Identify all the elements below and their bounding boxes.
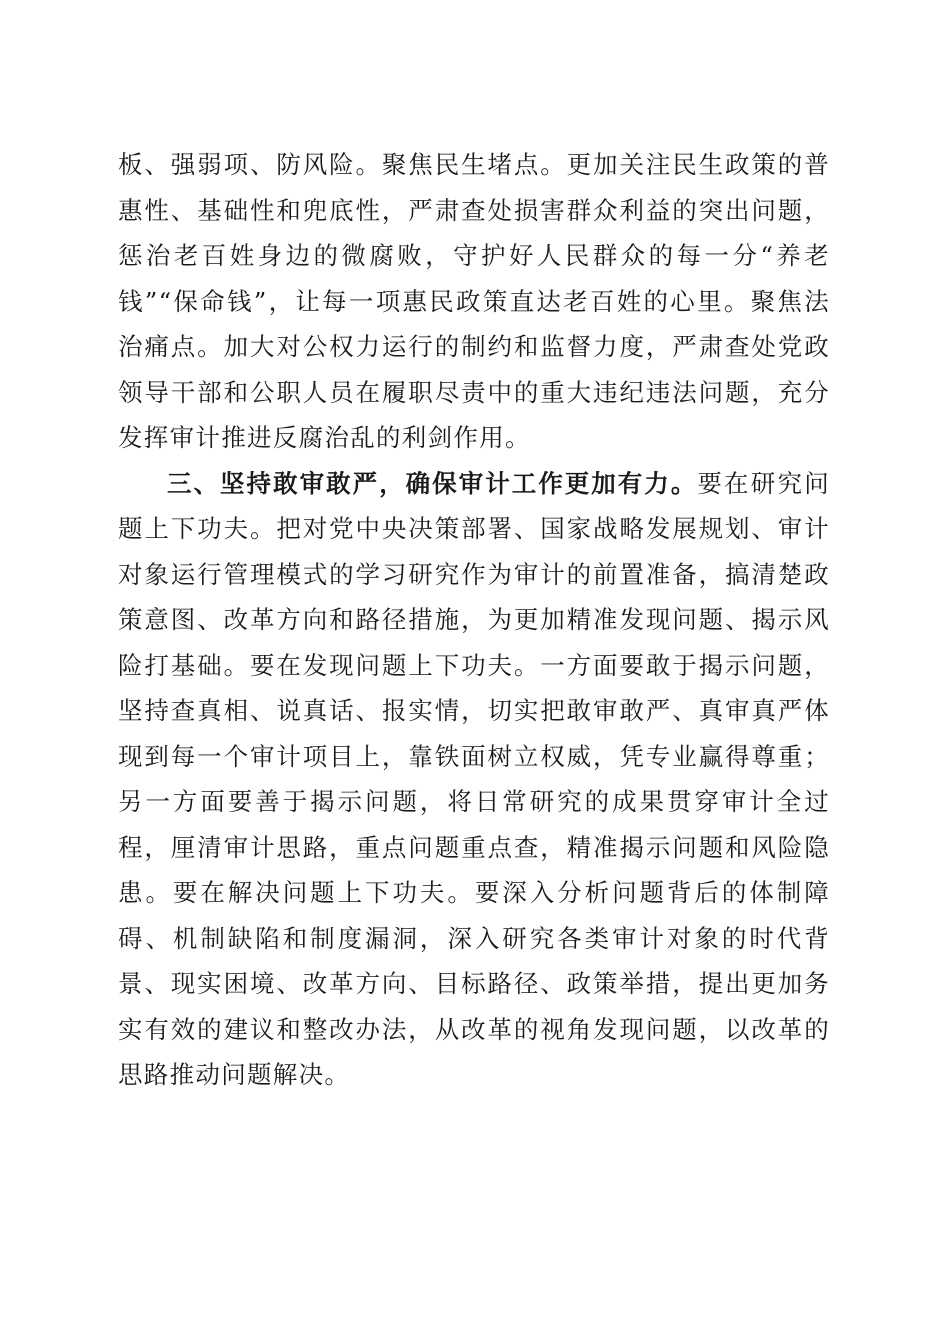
- section-heading: 三、坚持敢审敢严，确保审计工作更加有力。: [167, 468, 698, 498]
- document-page: [118, 142, 830, 1098]
- paragraph-text: 板、强弱项、防风险。聚焦民生堵点。更加关注民生政策的普惠性、基础性和兜底性，严肃查处损害群众利益的突出问题，惩治老百姓身边的微腐败，守护好人民群众的每一分“养老钱”“保命钱”，让每一项惠民政策直达老百姓的心里。聚焦法治痛点。加大对公权力运行的制约和监督力度，严肃查处党政领导干部和公职人员在履职尽责中的重大违纪违法问题，充分发挥审计推进反腐治乱的利剑作用。: [118, 150, 830, 452]
- paragraph-text: 要在研究问题上下功夫。把对党中央决策部署、国家战略发展规划、审计对象运行管理模式的学习研究作为审计的前置准备，搞清楚政策意图、改革方向和路径措施，为更加精准发现问题、揭示风险打基础。要在发现问题上下功夫。一方面要敢于揭示问题，坚持查真相、说真话、报实情，切实把敢审敢严、真审真严体现到每一个审计项目上，靠铁面树立权威，凭专业赢得尊重；另一方面要善于揭示问题，将日常研究的成果贯穿审计全过程，厘清审计思路，重点问题重点查，精准揭示问题和风险隐患。要在解决问题上下功夫。要深入分析问题背后的体制障碍、机制缺陷和制度漏洞，深入研究各类审计对象的时代背景、现实困境、改革方向、目标路径、政策举措，提出更加务实有效的建议和整改办法，从改革的视角发现问题，以改革的思路推动问题解决。: [118, 468, 831, 1089]
- paragraph-section-three: [118, 461, 830, 1098]
- paragraph-continuation: [118, 142, 830, 461]
